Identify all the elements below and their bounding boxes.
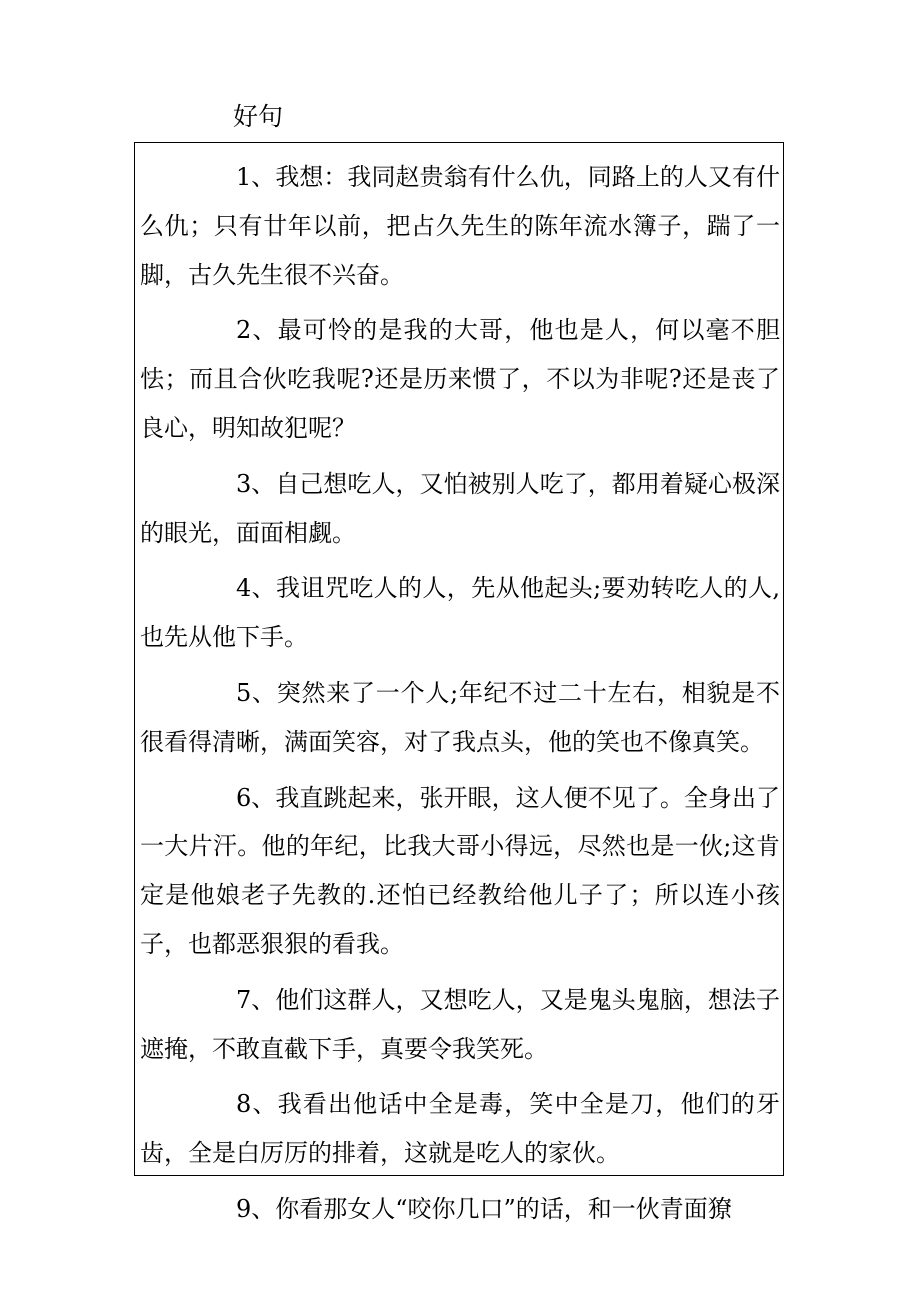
- quote-entry-2: 2、最可怜的是我的大哥，他也是人，何以毫不胆怯；而且合伙吃我呢?还是历来惯了，不以为非呢?还是丧了良心，明知故犯呢？: [140, 316, 780, 442]
- quote-entry-7: 7、他们这群人，又想吃人，又是鬼头鬼脑，想法子遮掩，不敢直截下手，真要令我笑死。: [140, 985, 780, 1063]
- quote-entry-1: 1、我想：我同赵贵翁有什么仇，同路上的人又有什么仇；只有廿年以前，把占久先生的陈年流水簿子，踹了一脚，古久先生很不兴奋。: [140, 163, 780, 289]
- quote-entry-8: 8、我看出他话中全是毒，笑中全是刀，他们的牙齿，全是白厉厉的排着，这就是吃人的家伙。: [140, 1090, 780, 1168]
- quote-entry-3: 3、自己想吃人，又怕被别人吃了，都用着疑心极深的眼光，面面相觑。: [140, 469, 780, 547]
- quote-entry-9: 9、你看那女人“咬你几口”的话，和一伙青面獠: [236, 1194, 732, 1223]
- section-heading: 好句: [233, 102, 284, 131]
- quote-entry-4: 4、我诅咒吃人的人，先从他起头;要劝转吃人的人,也先从他下手。: [140, 574, 780, 652]
- quote-list: [140, 153, 780, 1241]
- quote-entry-5: 5、突然来了一个人;年纪不过二十左右，相貌是不很看得清晰，满面笑容，对了我点头，他的笑也不像真笑。: [140, 678, 780, 756]
- quote-entry-6: 6、我直跳起来，张开眼，这人便不见了。全身出了一大片汗。他的年纪，比我大哥小得远，尽然也是一伙;这肯定是他娘老子先教的.还怕已经教给他儿子了；所以连小孩子，也都恶狠狠的看我。: [140, 783, 780, 958]
